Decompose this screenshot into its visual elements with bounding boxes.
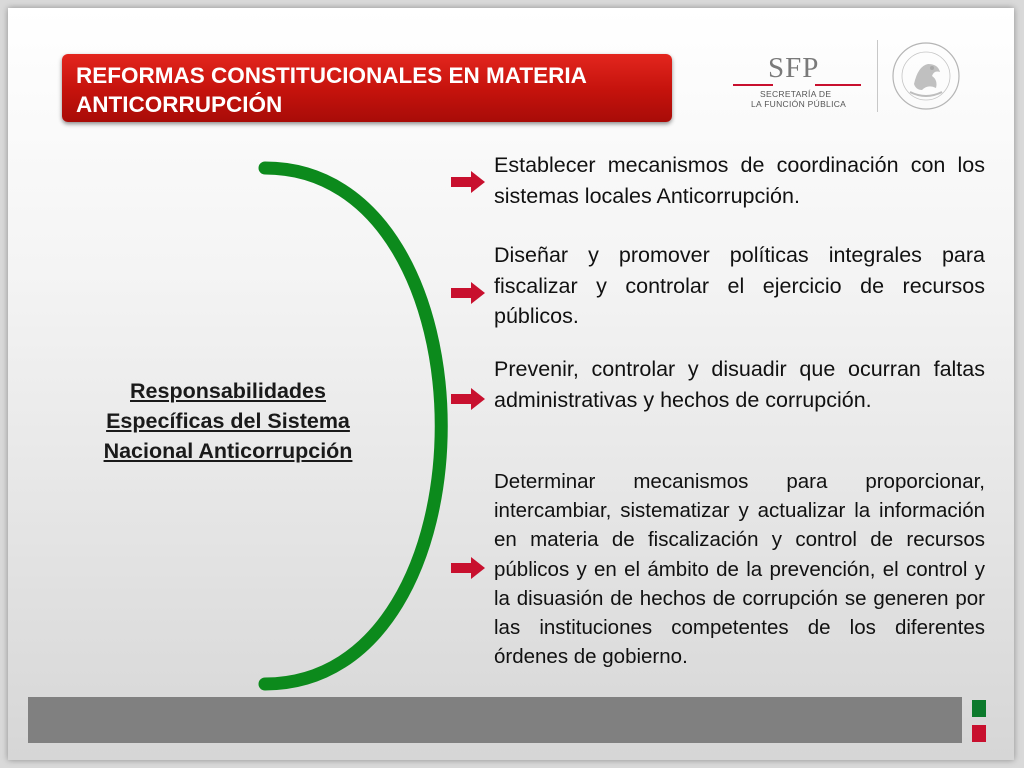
sfp-subtitle-line1: SECRETARÍA DE xyxy=(760,89,832,99)
center-heading-line3: Nacional Anticorrupción xyxy=(103,439,353,463)
bullet-item: Prevenir, controlar y disuadir que ocurran faltas administrativas y hechos de corrupción. xyxy=(494,357,985,412)
bullet-item: Establecer mecanismos de coordinación con los sistemas locales Anticorrupción. xyxy=(494,153,985,208)
slide-title xyxy=(62,54,672,122)
flag-square-green xyxy=(972,700,986,717)
bullet-item: Diseñar y promover políticas integrales para fiscalizar y controlar el ejercicio de recursos públicos. xyxy=(494,243,985,328)
red-arrow-icon xyxy=(449,556,487,580)
center-heading xyxy=(68,376,388,466)
red-arrow-icon xyxy=(449,281,487,305)
slide-title-line1: REFORMAS CONSTITUCIONALES EN MATERIA xyxy=(76,63,587,88)
bullet-item: Determinar mecanismos para proporcionar, intercambiar, sistematizar y actualizar la información en materia de fiscalización y control de recursos públicos y en el ámbito de la prevención, el control y la disuasión de hechos de corrupción se generen por las instituciones competentes de los diferentes órdenes de gobierno. xyxy=(494,470,985,669)
red-arrow-icon xyxy=(449,170,487,194)
red-arrow-icon xyxy=(449,387,487,411)
sfp-subtitle-line2: LA FUNCIÓN PÚBLICA xyxy=(751,99,847,109)
slide-title-line2: ANTICORRUPCIÓN xyxy=(76,92,283,117)
flag-square-red xyxy=(972,725,986,742)
center-heading-line1: Responsabilidades xyxy=(130,379,326,403)
sfp-red-rule-right xyxy=(815,84,861,86)
mexico-national-seal-icon xyxy=(888,40,964,112)
sfp-acronym: SFP xyxy=(768,52,820,84)
logo-divider xyxy=(877,40,878,112)
center-heading-line2: Específicas del Sistema xyxy=(106,409,350,433)
sfp-red-rule-left xyxy=(733,84,773,86)
footer-bar xyxy=(28,697,962,743)
